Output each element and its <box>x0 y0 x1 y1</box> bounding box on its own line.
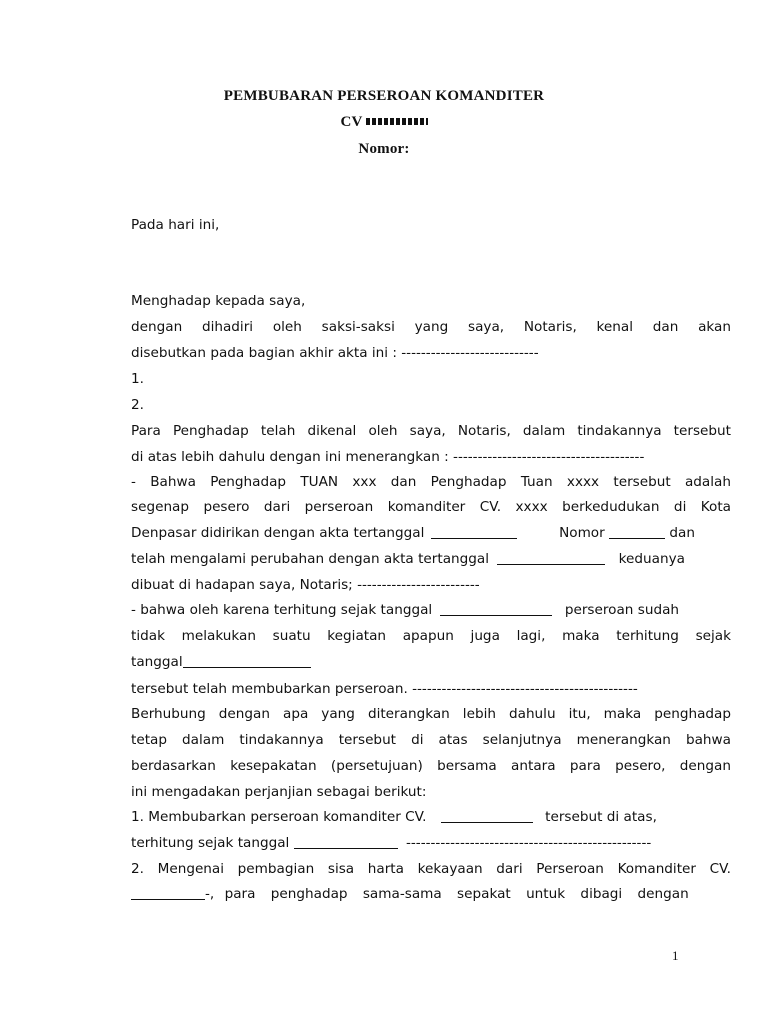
clause-1-line-1 <box>131 808 731 826</box>
agreement-line-4: ini mengadakan perjanjian sebagai berikut: <box>131 784 427 800</box>
inactive-line-3 <box>131 653 731 671</box>
partners-line-1: - Bahwa Penghadap TUAN xxx dan Penghadap Tuan xxxx tersebut adalah <box>131 474 731 490</box>
effective-since-text: terhitung sejak tanggal <box>131 835 290 851</box>
party-item-1: 1. <box>131 371 144 387</box>
witnesses-line-1: dengan dihadiri oleh saksi-saksi yang saya, Notaris, kenal dan akan <box>131 319 731 335</box>
agreement-line-3: berdasarkan kesepakatan (persetujuan) bersama antara para pesero, dengan <box>131 758 731 774</box>
agreement-line-1: Berhubung dengan apa yang diterangkan lebih dahulu itu, maka penghadap <box>131 706 731 722</box>
founding-deed-text: Denpasar didirikan dengan akta tertanggal <box>131 525 425 541</box>
number-text: Nomor <box>559 525 605 541</box>
and-text: dan <box>669 525 695 541</box>
inactive-line-1 <box>131 601 731 619</box>
cv-name-redacted <box>366 118 428 125</box>
company-already-text: perseroan sudah <box>564 602 680 618</box>
amendment-text: telah mengalami perubahan dengan akta tertanggal <box>131 551 490 567</box>
above-text: tersebut di atas, <box>545 809 657 825</box>
document-title: PEMBUBARAN PERSEROAN KOMANDITER <box>223 88 545 104</box>
dash-fill: -------------------------------------------------- <box>406 835 652 851</box>
cv-name-blank <box>441 810 533 823</box>
date-text: tanggal <box>131 654 183 670</box>
cv-name-line <box>0 114 768 131</box>
partners-line-4 <box>131 550 731 568</box>
amendment-date-blank <box>497 552 605 565</box>
witnesses-line-2: disebutkan pada bagian akhir akta ini : ---------------------------- <box>131 345 539 361</box>
clause-2-agree-text: para penghadap sama-sama sepakat untuk dibagi dengan <box>224 886 689 902</box>
deed-number-blank <box>609 526 665 539</box>
inactive-since-text: - bahwa oleh karena terhitung sejak tanggal <box>131 602 433 618</box>
clause-2-dash: -, <box>205 886 215 902</box>
number-line: Nomor: <box>358 141 410 157</box>
clause-2-line-2 <box>131 885 731 903</box>
known-line-2: di atas lebih dahulu dengan ini menerangkan : --------------------------------------- <box>131 449 645 465</box>
agreement-line-2: tetap dalam tindakannya tersebut di atas selanjutnya menerangkan bahwa <box>131 732 731 748</box>
opening-line: Pada hari ini, <box>131 217 220 233</box>
partners-line-3 <box>131 524 731 542</box>
deed-date-blank <box>431 526 517 539</box>
partners-line-2: segenap pesero dari perseroan komanditer CV. xxxx berkedudukan di Kota <box>131 499 731 515</box>
dissolution-date-blank <box>183 655 311 668</box>
page-number: 1 <box>672 948 679 963</box>
inactive-line-4: tersebut telah membubarkan perseroan. ---------------------------------------------- <box>131 681 638 697</box>
dissolve-text: 1. Membubarkan perseroan komanditer CV. <box>131 809 427 825</box>
party-item-2: 2. <box>131 397 144 413</box>
effective-date-blank <box>294 836 398 849</box>
appearing-line: Menghadap kepada saya, <box>131 293 306 309</box>
both-text: keduanya <box>618 551 685 567</box>
clause-2-cv-blank <box>131 887 205 900</box>
cv-label: CV <box>340 114 363 130</box>
clause-2-line-1: 2. Mengenai pembagian sisa harta kekayaan dari Perseroan Komanditer CV. <box>131 861 731 877</box>
clause-1-line-2 <box>131 834 731 852</box>
known-line-1: Para Penghadap telah dikenal oleh saya, Notaris, dalam tindakannya tersebut <box>131 423 731 439</box>
partners-line-5: dibuat di hadapan saya, Notaris; ------------------------- <box>131 577 480 593</box>
inactive-line-2: tidak melakukan suatu kegiatan apapun juga lagi, maka terhitung sejak <box>131 628 731 644</box>
inactive-date-blank <box>440 603 552 616</box>
